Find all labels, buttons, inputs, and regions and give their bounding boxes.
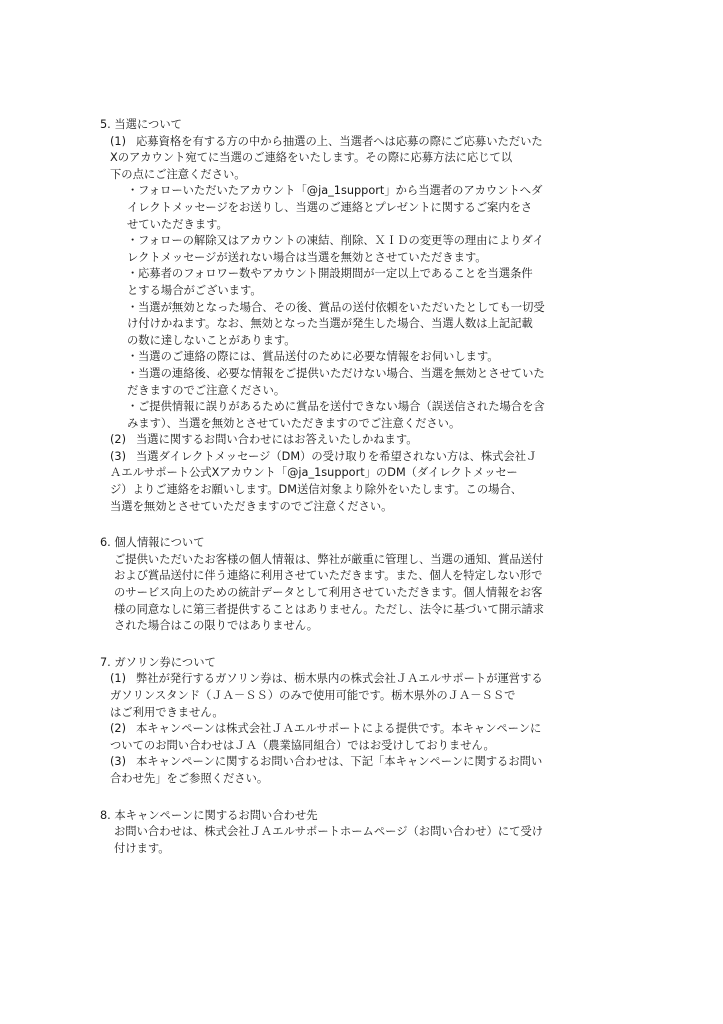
item-label: (3) [110, 449, 127, 463]
text-line: 付けます。 [114, 841, 170, 855]
section-6-paragraph [100, 552, 620, 635]
bullet-item [100, 233, 620, 266]
text-line: ガソリンスタンド（ＪＡ－ＳＳ）のみで使用可能です。栃木県外のＪＡ－ＳＳで [110, 689, 516, 702]
text-line: フォローの解除又はアカウントの凍結、削除、ＸＩＤの変更等の理由によりダイ [138, 234, 544, 248]
text-line: みます）、当選を無効とさせていただきますのでご注意ください。 [127, 416, 461, 430]
bullet-icon: ・ [127, 267, 139, 281]
section-8-paragraph [100, 824, 620, 857]
bullet-icon: ・ [127, 234, 139, 248]
bullet-item [100, 399, 620, 432]
text-line: 当選を無効とさせていただきますのでご注意ください。 [110, 499, 393, 513]
section-7-item-1 [100, 671, 620, 721]
section-5-item-3 [100, 449, 620, 515]
text-line: のサービス向上のための統計データとして利用させていただきます。個人情報をお客 [114, 586, 543, 600]
text-line: 当選のご連絡の際には、賞品送付のために必要な情報をお伺いします。 [138, 350, 499, 364]
section-6 [100, 535, 620, 635]
text-line: フォローいただいたアカウント「@ja_1support」から当選者のアカウントへダ [138, 184, 543, 198]
document-body [100, 117, 620, 857]
text-line: された場合はこの限りではありません。 [114, 619, 319, 633]
text-line: 本キャンペーンに関するお問い合わせは、下記「本キャンペーンに関するお問い [136, 755, 543, 769]
text-line: 応募資格を有する方の中から抽選の上、当選者へは応募の際にご応募いただいた [136, 134, 543, 148]
text-line: だきますのでご注意ください。 [127, 383, 286, 397]
section-gap [100, 635, 620, 655]
section-7-item-2 [100, 721, 620, 754]
text-line: ジ）よりご連絡をお願いします。DM送信対象より除外をいたします。この場合、 [110, 483, 523, 497]
text-line: お問い合わせは、株式会社ＪＡエルサポートホームページ（お問い合わせ）にて受け [114, 825, 544, 839]
text-line: の数に達しないことがあります。 [127, 333, 296, 347]
section-6-heading: 6. 個人情報について [100, 536, 205, 550]
text-line: 当選に関するお問い合わせにはお答えいたしかねます。 [136, 433, 418, 447]
item-label: (3) [110, 755, 127, 769]
text-line: イレクトメッセージをお送りし、当選のご連絡とプレゼントに関するご案内をさ [127, 200, 533, 214]
section-8-heading: 8. 本キャンペーンに関するお問い合わせ先 [100, 808, 318, 822]
text-line: Xのアカウント宛てに当選のご連絡をいたします。その際に応募方法に応じて以 [110, 151, 513, 165]
section-5-heading: 5. 当選について [100, 118, 182, 131]
section-gap [100, 515, 620, 535]
item-label: (2) [110, 433, 127, 447]
bullet-item [100, 300, 620, 350]
text-line: 弊社が発行するガソリン券は、栃木県内の株式会社ＪＡエルサポートが運営する [136, 672, 543, 686]
text-line: 応募者のフォロワー数やアカウント開設期間が一定以上であることを当選条件 [138, 267, 533, 281]
bullet-icon: ・ [127, 350, 139, 364]
section-5 [100, 117, 620, 515]
section-7-item-3 [100, 754, 620, 787]
bullet-item [100, 266, 620, 299]
text-line: Ａエルサポート公式Xアカウント「@ja_1support」のDM（ダイレクトメッセー [110, 466, 518, 480]
bullet-icon: ・ [127, 366, 139, 380]
section-5-item-2 [100, 432, 620, 449]
item-label: (2) [110, 722, 127, 736]
section-5-item-1 [100, 134, 620, 184]
text-line: はご利用できません。 [110, 705, 224, 719]
text-line: 様の同意なしに第三者提供することはありません。ただし、法令に基づいて開示請求 [114, 602, 544, 616]
bullet-item [100, 349, 620, 366]
text-line: 当選の連絡後、必要な情報をご提供いただけない場合、当選を無効とさせていた [138, 366, 545, 380]
text-line: ご提供情報に誤りがあるために賞品を送付できない場合（誤送信された場合を含 [138, 400, 545, 414]
text-line: 下の点にご注意ください。 [110, 167, 246, 181]
section-8 [100, 808, 620, 858]
text-line: ついてのお問い合わせはＪＡ（農業協同組合）ではお受けしておりません。 [110, 738, 495, 752]
text-line: 当選が無効となった場合、その後、賞品の送付依頼をいただいたとしても一切受 [138, 300, 545, 314]
item-label: (1) [110, 134, 127, 148]
item-label: (1) [110, 672, 127, 686]
section-7-heading: 7. ガソリン券について [100, 655, 216, 669]
bullet-icon: ・ [127, 400, 139, 414]
bullet-icon: ・ [127, 184, 139, 198]
section-gap [100, 788, 620, 808]
section-7 [100, 655, 620, 788]
text-line: レクトメッセージが送れない場合は当選を無効とさせていただきます。 [127, 250, 487, 264]
bullet-item [100, 183, 620, 233]
text-line: とする場合がございます。 [127, 283, 262, 297]
text-line: 本キャンペーンは株式会社ＪＡエルサポートによる提供です。本キャンペーンに [136, 722, 542, 736]
text-line: せていただきます。 [127, 217, 228, 231]
bullet-item [100, 366, 620, 399]
text-line: 合わせ先」をご参照ください。 [110, 771, 269, 785]
text-line: け付けかねます。なお、無効となった当選が発生した場合、当選人数は上記記載 [127, 317, 533, 331]
bullet-icon: ・ [127, 300, 139, 314]
text-line: および賞品送付に伴う連絡に利用させていただきます。また、個人を特定しない形で [114, 569, 543, 583]
text-line: ご提供いただいたお客様の個人情報は、弊社が厳重に管理し、当選の通知、賞品送付 [114, 552, 544, 566]
text-line: 当選ダイレクトメッセージ（DM）の受け取りを希望されない方は、株式会社Ｊ [136, 449, 538, 463]
